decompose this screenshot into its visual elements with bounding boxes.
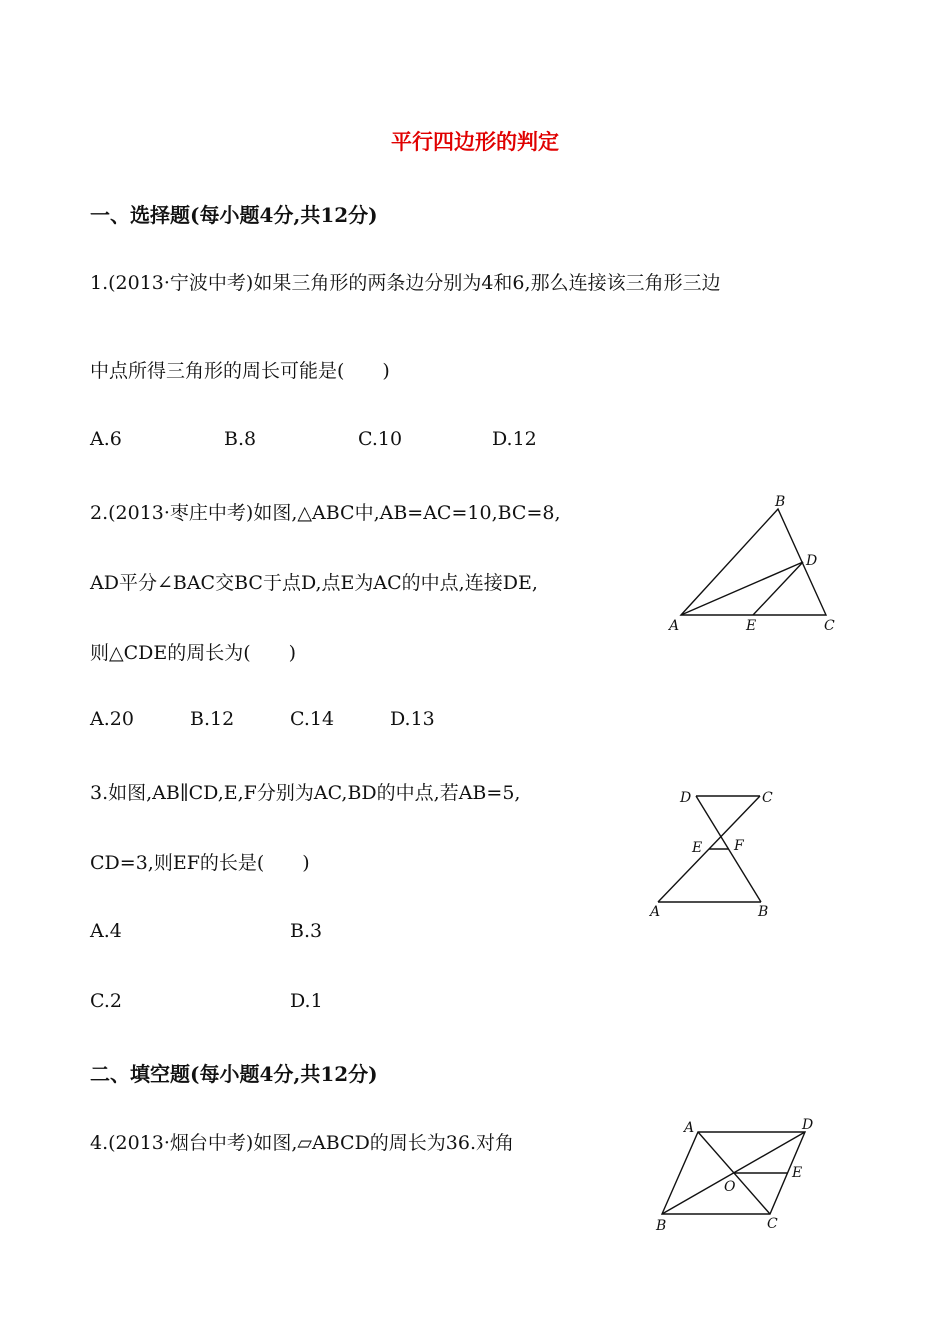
q2-label-d: D <box>806 553 818 569</box>
q4-label-c: C <box>767 1216 778 1232</box>
q1-text-line2: 中点所得三角形的周长可能是( ) <box>90 360 390 382</box>
q2-label-c: C <box>824 618 835 634</box>
q3-option-d: D.1 <box>290 990 323 1012</box>
q3-option-b: B.3 <box>290 920 323 942</box>
q2-option-d: D.13 <box>390 708 435 730</box>
q2-triangle-abc <box>681 509 826 615</box>
q2-text-line2: AD平分∠BAC交BC于点D,点E为AC的中点,连接DE, <box>90 572 538 594</box>
q2-option-c: C.14 <box>290 708 335 730</box>
q3-label-a: A <box>650 904 661 920</box>
q1-text-line1: 1.(2013·宁波中考)如果三角形的两条边分别为4和6,那么连接该三角形三边 <box>90 272 721 294</box>
section-heading-fill: 二、填空题(每小题4分,共12分) <box>90 1062 378 1086</box>
q1-option-a: A.6 <box>90 428 122 450</box>
q2-option-a: A.20 <box>90 708 134 730</box>
q3-trapezoid-figure <box>640 780 790 920</box>
q2-text-line3: 则△CDE的周长为( ) <box>90 642 297 664</box>
q2-triangle-figure <box>660 490 850 640</box>
q3-option-a: A.4 <box>90 920 122 942</box>
q2-label-b: B <box>775 494 786 510</box>
q4-text-line1: 4.(2013·烟台中考)如图,▱ABCD的周长为36.对角 <box>90 1132 515 1154</box>
q2-segment-de <box>753 562 803 615</box>
q4-label-a: A <box>684 1120 695 1136</box>
q4-parallelogram-figure <box>650 1115 830 1240</box>
q2-segment-ad <box>681 562 803 615</box>
q2-option-b: B.12 <box>190 708 235 730</box>
q2-label-e: E <box>746 618 757 634</box>
section-heading-choice: 一、选择题(每小题4分,共12分) <box>90 203 378 227</box>
q3-label-f: F <box>734 838 744 854</box>
q4-label-d: D <box>802 1117 814 1133</box>
page-title: 平行四边形的判定 <box>391 129 559 154</box>
q4-label-e: E <box>792 1165 803 1181</box>
q4-label-b: B <box>656 1218 667 1234</box>
q3-text-line1: 3.如图,AB∥CD,E,F分别为AC,BD的中点,若AB=5, <box>90 782 521 804</box>
q3-label-b: B <box>758 904 769 920</box>
q1-option-b: B.8 <box>224 428 257 450</box>
q3-option-c: C.2 <box>90 990 122 1012</box>
q3-text-line2: CD=3,则EF的长是( ) <box>90 852 310 874</box>
q3-label-c: C <box>762 790 773 806</box>
q3-label-d: D <box>680 790 692 806</box>
q2-text-line1: 2.(2013·枣庄中考)如图,△ABC中,AB=AC=10,BC=8, <box>90 502 561 524</box>
q1-option-d: D.12 <box>492 428 537 450</box>
q1-option-c: C.10 <box>358 428 403 450</box>
q2-label-a: A <box>669 618 680 634</box>
q4-label-o: O <box>724 1179 736 1195</box>
q3-label-e: E <box>692 840 703 856</box>
